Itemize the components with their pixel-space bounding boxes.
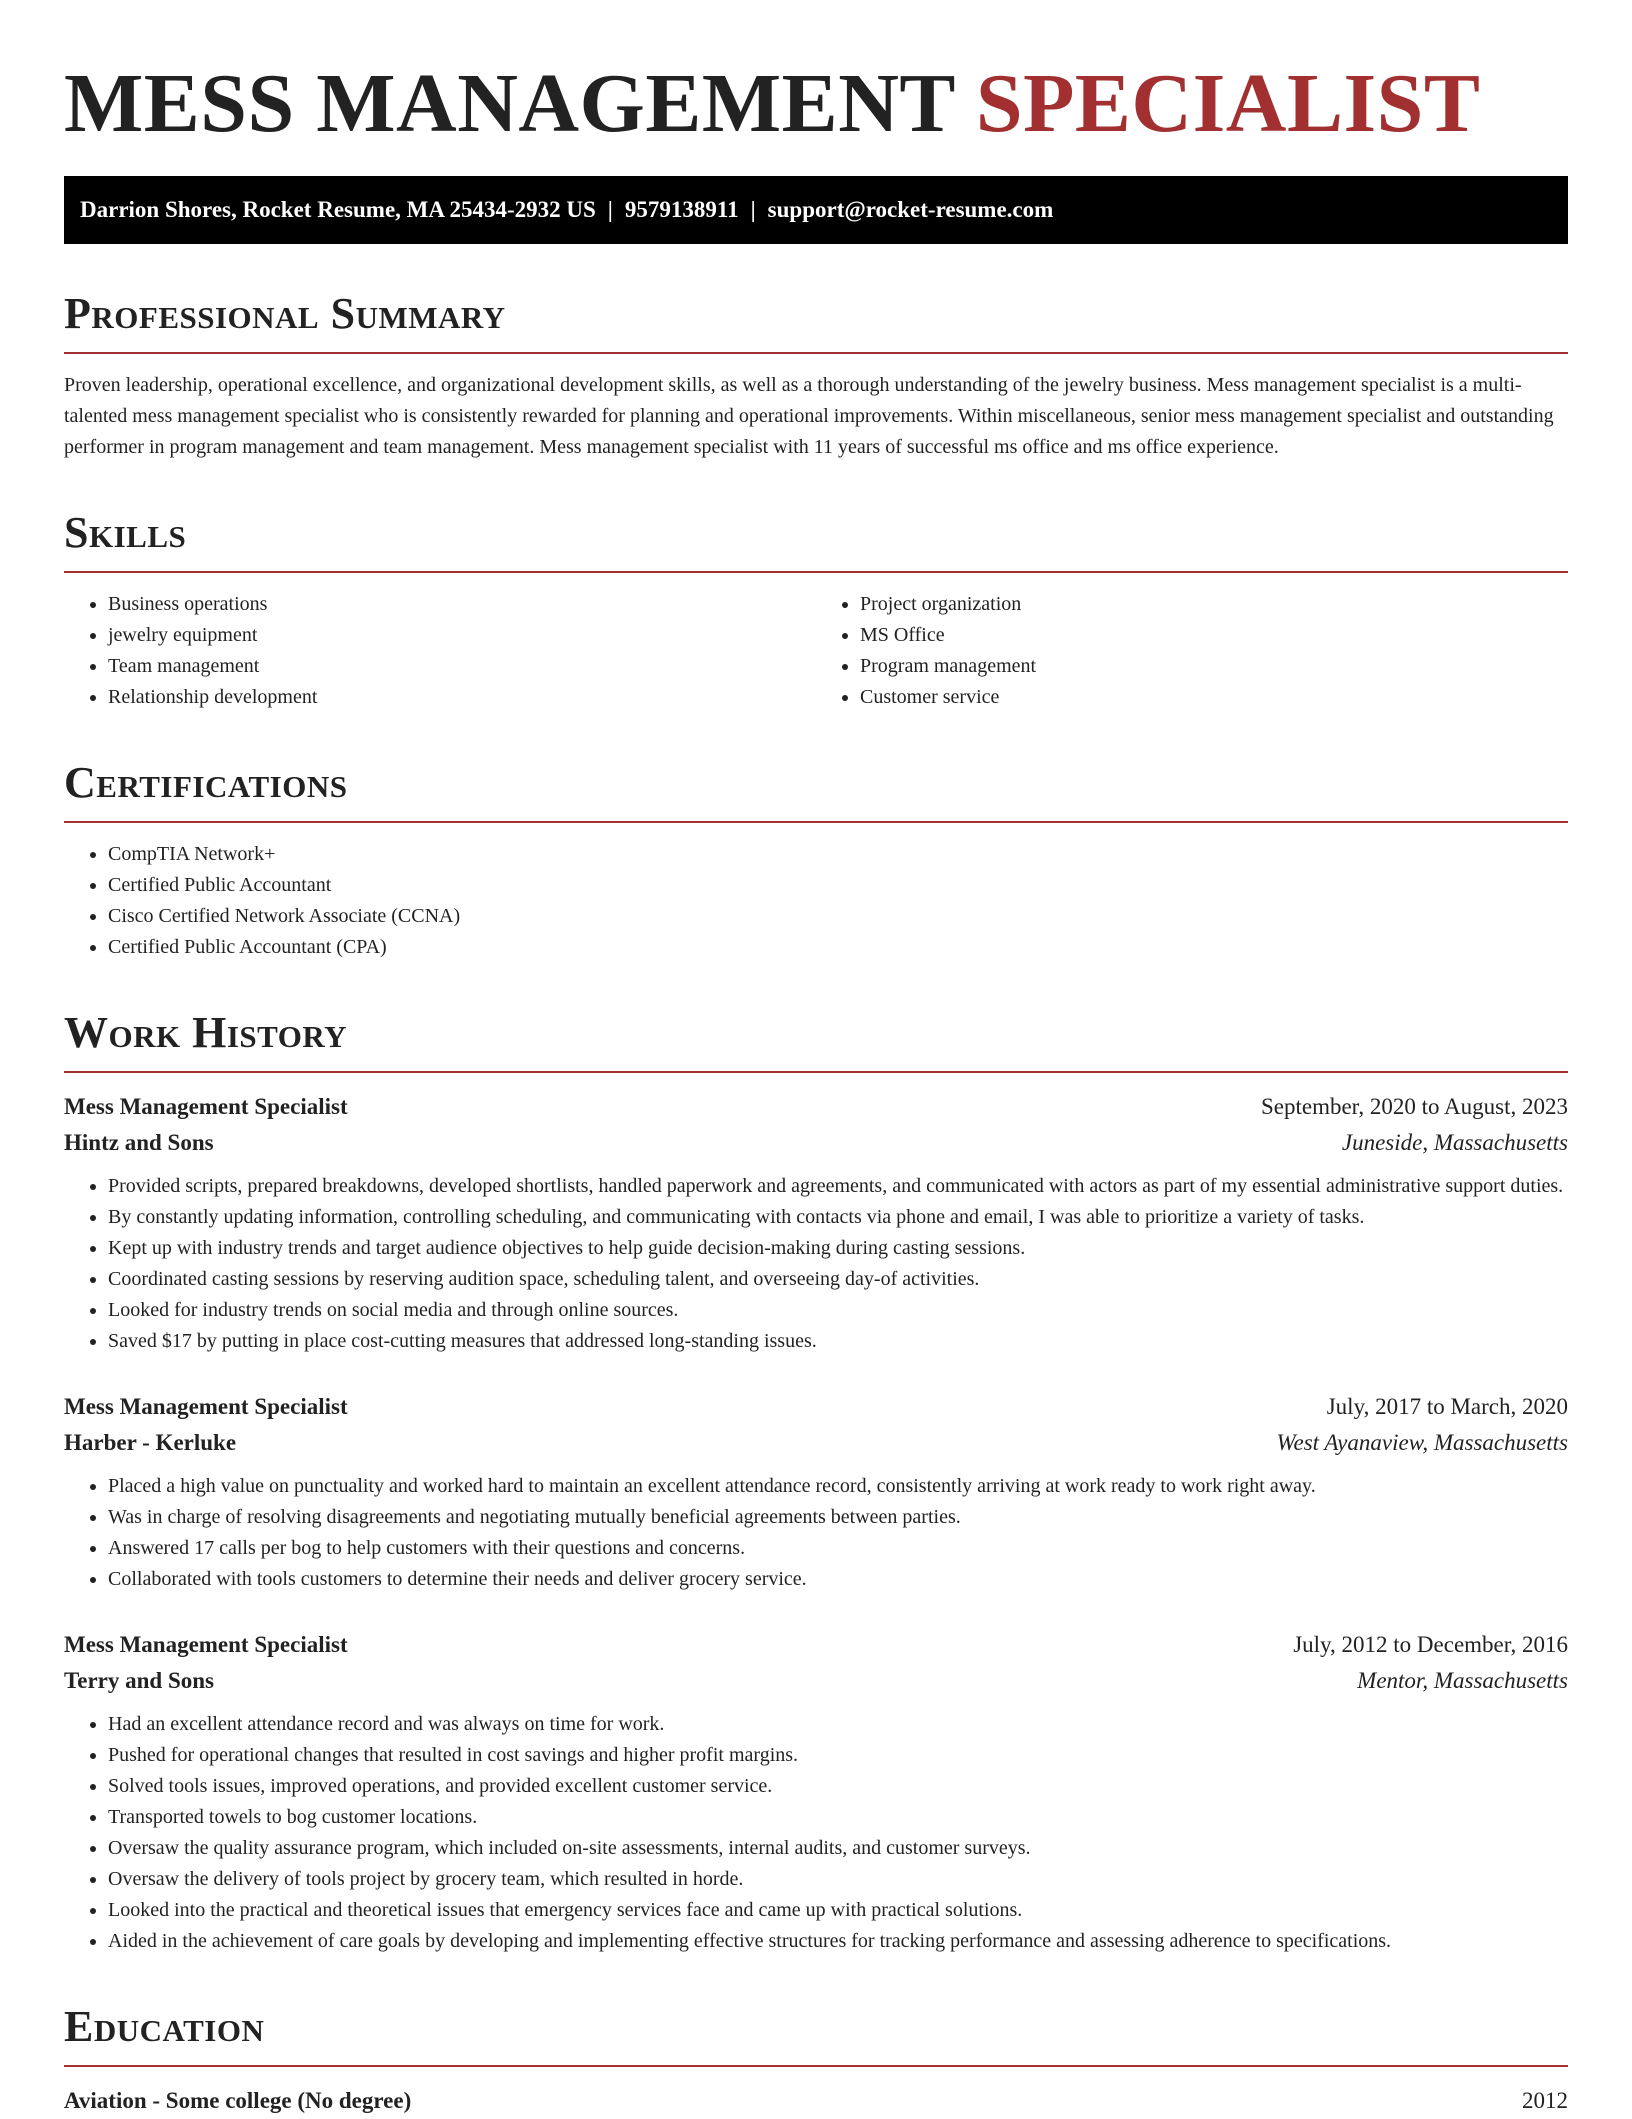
- education-degree: Aviation - Some college (No degree): [64, 2088, 412, 2113]
- contact-address: Darrion Shores, Rocket Resume, MA 25434-2932 US: [80, 197, 596, 222]
- certifications-section: [64, 757, 1568, 963]
- education-section: [64, 2001, 1568, 2119]
- job-location: West Ayanaview, Massachusetts: [1276, 1430, 1568, 1455]
- skill-item: • Team management: [108, 651, 816, 682]
- job-bullet: • Aided in the achievement of care goals by developing and implementing effective structures for tracking performance and assessing adherence to specifications.: [108, 1926, 1568, 1957]
- job-dates: September, 2020 to August, 2023: [1260, 1094, 1568, 1119]
- job-location: Juneside, Massachusetts: [1341, 1130, 1568, 1155]
- job-company-row: [64, 1425, 1568, 1461]
- resume-page: [64, 0, 1568, 2119]
- section-divider: [64, 821, 1568, 823]
- job-bullet: • Was in charge of resolving disagreements and negotiating mutually beneficial agreements between parties.: [108, 1502, 1568, 1533]
- section-divider: [64, 1071, 1568, 1073]
- job-entry: [64, 1389, 1568, 1595]
- job-bullet: • Collaborated with tools customers to determine their needs and deliver grocery service.: [108, 1564, 1568, 1595]
- job-bullets: [64, 1709, 1568, 1957]
- job-entry: [64, 1089, 1568, 1357]
- job-bullet: • Answered 17 calls per bog to help customers with their questions and concerns.: [108, 1533, 1568, 1564]
- certification-item: • Certified Public Accountant (CPA): [108, 932, 1568, 963]
- job-title: Mess Management Specialist: [64, 1632, 348, 1657]
- education-heading: Education: [64, 2002, 265, 2051]
- section-divider: [64, 352, 1568, 354]
- skill-item: • jewelry equipment: [108, 620, 816, 651]
- skills-heading: Skills: [64, 508, 187, 557]
- job-bullet: • Looked for industry trends on social media and through online sources.: [108, 1295, 1568, 1326]
- job-bullet: • Solved tools issues, improved operations, and provided excellent customer service.: [108, 1771, 1568, 1802]
- section-divider: [64, 571, 1568, 573]
- education-year: 2012: [1522, 2088, 1568, 2113]
- job-bullet: • Saved $17 by putting in place cost-cutting measures that addressed long-standing issues.: [108, 1326, 1568, 1357]
- contact-phone: 9579138911: [624, 197, 739, 222]
- job-entry: [64, 1627, 1568, 1957]
- certifications-heading: Certifications: [64, 758, 348, 807]
- skill-item: • MS Office: [860, 620, 1568, 651]
- job-bullet: • Looked into the practical and theoretical issues that emergency services face and came up with practical solutions.: [108, 1895, 1568, 1926]
- job-bullet: • Kept up with industry trends and target audience objectives to help guide decision-making during casting sessions.: [108, 1233, 1568, 1264]
- skill-item: • Customer service: [860, 682, 1568, 713]
- job-company-row: [64, 1663, 1568, 1699]
- job-bullet: • Oversaw the delivery of tools project by grocery team, which resulted in horde.: [108, 1864, 1568, 1895]
- title-main: MESS MANAGEMENT: [64, 57, 955, 150]
- contact-separator: |: [607, 197, 613, 222]
- job-company: Terry and Sons: [64, 1668, 214, 1693]
- job-bullet: • Provided scripts, prepared breakdowns, developed shortlists, handled paperwork and agreements, and communicated with actors as part of my essential administrative support duties.: [108, 1171, 1568, 1202]
- skill-item: • Business operations: [108, 589, 816, 620]
- job-bullets: [64, 1471, 1568, 1595]
- section-divider: [64, 2065, 1568, 2067]
- work-history-heading: Work History: [64, 1008, 348, 1057]
- job-bullet: • Placed a high value on punctuality and worked hard to maintain an excellent attendance record, consistently arriving at work ready to work right away.: [108, 1471, 1568, 1502]
- job-header-row: [64, 1389, 1568, 1425]
- contact-separator: |: [750, 197, 756, 222]
- job-header-row: [64, 1089, 1568, 1125]
- skills-list-right: [816, 589, 1568, 713]
- job-bullets: [64, 1171, 1568, 1357]
- contact-email: support@rocket-resume.com: [767, 197, 1054, 222]
- contact-bar: [64, 176, 1568, 244]
- job-bullet: • By constantly updating information, controlling scheduling, and communicating with contacts via phone and email, I was able to prioritize a variety of tasks.: [108, 1202, 1568, 1233]
- certification-item: • CompTIA Network+: [108, 839, 1568, 870]
- job-company: Harber - Kerluke: [64, 1430, 237, 1455]
- skill-item: • Project organization: [860, 589, 1568, 620]
- resume-title: [64, 0, 1568, 152]
- certifications-list: [64, 839, 1568, 963]
- job-bullet: • Coordinated casting sessions by reserving audition space, scheduling talent, and overseeing day-of activities.: [108, 1264, 1568, 1295]
- education-row: [64, 2083, 1568, 2119]
- skill-item: • Program management: [860, 651, 1568, 682]
- job-company: Hintz and Sons: [64, 1130, 214, 1155]
- skills-list-left: [64, 589, 816, 713]
- job-bullet: • Oversaw the quality assurance program, which included on-site assessments, internal audits, and customer surveys.: [108, 1833, 1568, 1864]
- skills-section: [64, 507, 1568, 713]
- certification-item: • Cisco Certified Network Associate (CCNA): [108, 901, 1568, 932]
- title-accent: SPECIALIST: [975, 57, 1481, 150]
- job-header-row: [64, 1627, 1568, 1663]
- skills-grid: [64, 589, 1568, 713]
- skill-item: • Relationship development: [108, 682, 816, 713]
- certification-item: • Certified Public Accountant: [108, 870, 1568, 901]
- job-location: Mentor, Massachusetts: [1357, 1668, 1568, 1693]
- work-history-section: [64, 1007, 1568, 1957]
- job-title: Mess Management Specialist: [64, 1394, 348, 1419]
- summary-text: Proven leadership, operational excellence, and organizational development skills, as well as a thorough understanding of the jewelry business. Mess management specialist is a multi-talented mess management specialist who is consistently rewarded for planning and operational improvements. Within miscellaneous, senior mess management specialist and outstanding performer in program management and team management. Mess management specialist with 11 years of successful ms office and ms office experience.: [64, 374, 1554, 458]
- summary-section: [64, 288, 1568, 463]
- job-bullet: • Transported towels to bog customer locations.: [108, 1802, 1568, 1833]
- job-company-row: [64, 1125, 1568, 1161]
- job-title: Mess Management Specialist: [64, 1094, 348, 1119]
- job-bullet: • Pushed for operational changes that resulted in cost savings and higher profit margins.: [108, 1740, 1568, 1771]
- job-bullet: • Had an excellent attendance record and was always on time for work.: [108, 1709, 1568, 1740]
- job-dates: July, 2017 to March, 2020: [1326, 1394, 1568, 1419]
- job-dates: July, 2012 to December, 2016: [1293, 1632, 1568, 1657]
- summary-heading: Professional Summary: [64, 289, 506, 338]
